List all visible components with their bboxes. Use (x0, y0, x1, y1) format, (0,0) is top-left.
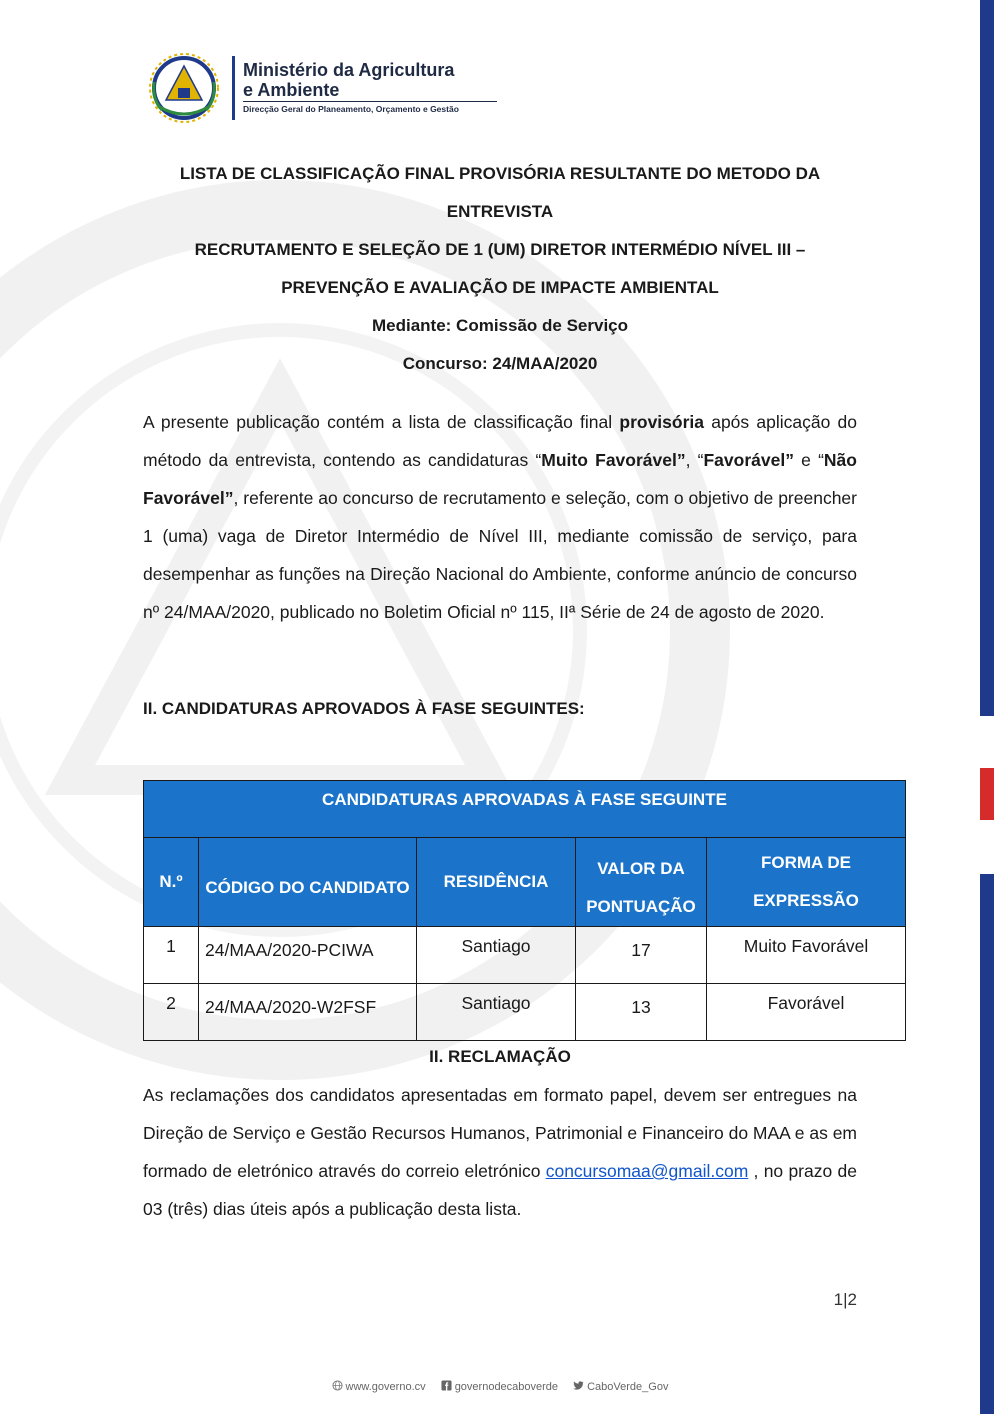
table-caption: CANDIDATURAS APROVADAS À FASE SEGUINTE (144, 781, 906, 838)
cell-number: 1 (144, 927, 199, 984)
side-bar-blue-top (980, 0, 994, 716)
email-link[interactable]: concursomaa@gmail.com (545, 1161, 749, 1181)
cell-residence: Santiago (417, 984, 576, 1041)
footer-twitter: CaboVerde_Gov (573, 1381, 668, 1393)
header-divider (232, 56, 235, 120)
complaint-paragraph: As reclamações dos candidatos apresentadas em formato papel, devem ser entregues na Direção de Serviço e Gestão Recursos Humanos, Patrimonial e Financeiro do MAA e as em formado de eletrónico através do correio eletrónico concursomaa@gmail.com , no prazo de 03 (três) dias úteis após a publicação desta lista. (143, 1085, 857, 1219)
table-row (144, 927, 906, 984)
department-name: Direcção Geral do Planeamento, Orçamento e Gestão (243, 104, 459, 114)
col-header-residence: RESIDÊNCIA (417, 838, 576, 927)
cell-score: 17 (576, 927, 707, 984)
ministry-underline (243, 101, 497, 102)
footer (0, 1380, 1000, 1393)
side-bar-blue-bottom (980, 874, 994, 1414)
table-row (144, 984, 906, 1041)
title-line-3: RECRUTAMENTO E SELEÇÃO DE 1 (UM) DIRETOR INTERMÉDIO NÍVEL III – (194, 240, 806, 259)
cell-expression: Favorável (707, 984, 906, 1041)
col-header-number: N.º (144, 838, 199, 927)
ministry-name: Ministério da Agricultura e Ambiente (243, 60, 455, 100)
title-line-1: LISTA DE CLASSIFICAÇÃO FINAL PROVISÓRIA RESULTANTE DO METODO DA (179, 164, 821, 183)
cell-number: 2 (144, 984, 199, 1041)
national-seal-icon (148, 52, 220, 124)
cell-code: 24/MAA/2020-W2FSF (199, 984, 417, 1041)
section-complaint-title: II. RECLAMAÇÃO (429, 1047, 571, 1066)
globe-icon (332, 1380, 343, 1391)
section-approved-title: II. CANDIDATURAS APROVADOS À FASE SEGUINTES: (143, 699, 585, 718)
side-bar-red (980, 768, 994, 820)
footer-website: www.governo.cv (332, 1381, 429, 1393)
document-title (143, 155, 857, 383)
title-line-4: PREVENÇÃO E AVALIAÇÃO DE IMPACTE AMBIENTAL (281, 278, 719, 297)
title-contest: Concurso: 24/MAA/2020 (402, 354, 598, 373)
title-line-2: ENTREVISTA (446, 202, 554, 221)
cell-score: 13 (576, 984, 707, 1041)
title-modality: Mediante: Comissão de Serviço (371, 316, 629, 335)
footer-facebook: governodecaboverde (441, 1381, 561, 1393)
intro-paragraph: A presente publicação contém a lista de classificação final provisória após aplicação do método da entrevista, contendo as candidaturas “Muito Favorável”, “Favorável” e “Não Favorável”, referente ao concurso de recrutamento e seleção, com o objetivo de preencher 1 (uma) vaga de Diretor Intermédio de Nível III, mediante comissão de serviço, para desempenhar as funções na Direção Nacional do Ambiente, conforme anúncio de concurso nº 24/MAA/2020, publicado no Boletim Oficial nº 115, IIª Série de 24 de agosto de 2020. (143, 412, 857, 622)
col-header-code: CÓDIGO DO CANDIDATO (199, 838, 417, 927)
twitter-icon (573, 1380, 584, 1391)
cell-expression: Muito Favorável (707, 927, 906, 984)
cell-code: 24/MAA/2020-PCIWA (199, 927, 417, 984)
cell-residence: Santiago (417, 927, 576, 984)
col-header-score: VALOR DA PONTUAÇÃO (576, 838, 707, 927)
facebook-icon (441, 1380, 452, 1391)
candidates-table (143, 780, 906, 1041)
page-number: 1|2 (833, 1290, 857, 1309)
col-header-expression: FORMA DE EXPRESSÃO (707, 838, 906, 927)
